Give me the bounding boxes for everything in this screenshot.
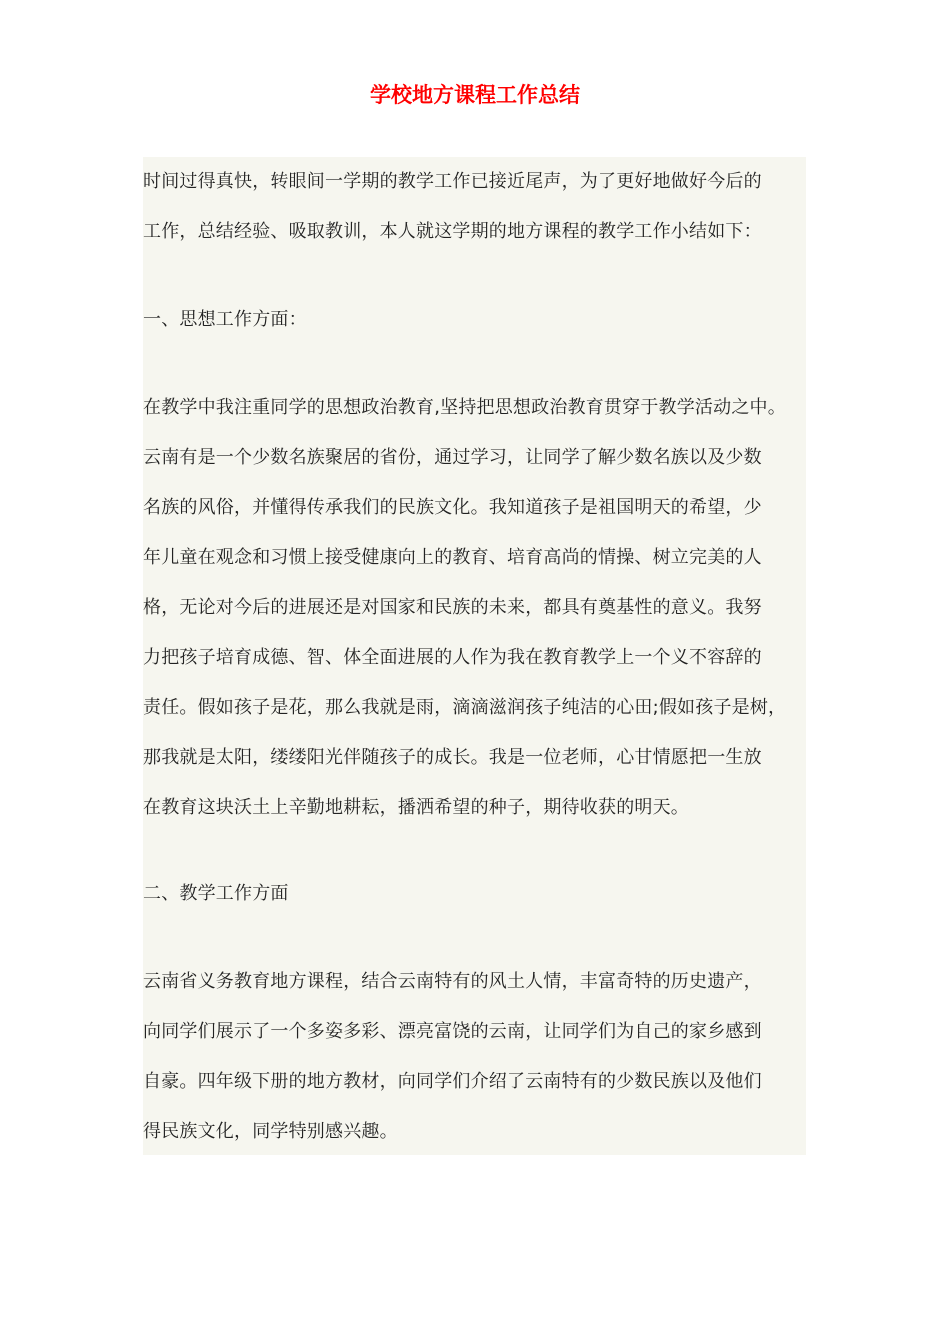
text-line: 得民族文化，同学特别感兴趣。: [143, 1121, 398, 1142]
document-title: 学校地方课程工作总结: [370, 83, 580, 107]
section-heading-ideology: [143, 295, 823, 345]
text-line: 云南省义务教育地方课程，结合云南特有的风土人情，丰富奇特的历史遗产，: [143, 971, 762, 992]
ideology-paragraph: [143, 383, 823, 833]
text-line: 力把孩子培育成德、智、体全面进展的人作为我在教育教学上一个义不容辞的: [143, 647, 762, 668]
teaching-paragraph: [143, 957, 823, 1157]
text-line: 工作，总结经验、吸取教训，本人就这学期的地方课程的教学工作小结如下：: [143, 221, 762, 242]
section-heading: 二、教学工作方面: [143, 883, 289, 904]
text-line: 格，无论对今后的进展还是对国家和民族的未来，都具有奠基性的意义。我努: [143, 597, 762, 618]
text-line: 名族的风俗，并懂得传承我们的民族文化。我知道孩子是祖国明天的希望，少: [143, 497, 762, 518]
text-line: 那我就是太阳，缕缕阳光伴随孩子的成长。我是一位老师，心甘情愿把一生放: [143, 747, 762, 768]
text-line: 向同学们展示了一个多姿多彩、漂亮富饶的云南，让同学们为自己的家乡感到: [143, 1021, 762, 1042]
text-line: 在教育这块沃土上辛勤地耕耘，播洒希望的种子，期待收获的明天。: [143, 797, 689, 818]
document-body: [143, 157, 806, 1155]
text-line: 自豪。四年级下册的地方教材，向同学们介绍了云南特有的少数民族以及他们: [143, 1071, 762, 1092]
intro-paragraph: [143, 157, 823, 257]
text-line: 云南有是一个少数名族聚居的省份，通过学习，让同学了解少数名族以及少数: [143, 447, 762, 468]
text-line: 年儿童在观念和习惯上接受健康向上的教育、培育高尚的情操、树立完美的人: [143, 547, 762, 568]
text-line: 在教学中我注重同学的思想政治教育,坚持把思想政治教育贯穿于教学活动之中。: [143, 397, 786, 418]
text-line: 责任。假如孩子是花，那么我就是雨，滴滴滋润孩子纯洁的心田;假如孩子是树，: [143, 697, 787, 718]
section-heading: 一、思想工作方面：: [143, 309, 307, 330]
section-heading-teaching: [143, 869, 823, 919]
text-line: 时间过得真快，转眼间一学期的教学工作已接近尾声，为了更好地做好今后的: [143, 171, 762, 192]
